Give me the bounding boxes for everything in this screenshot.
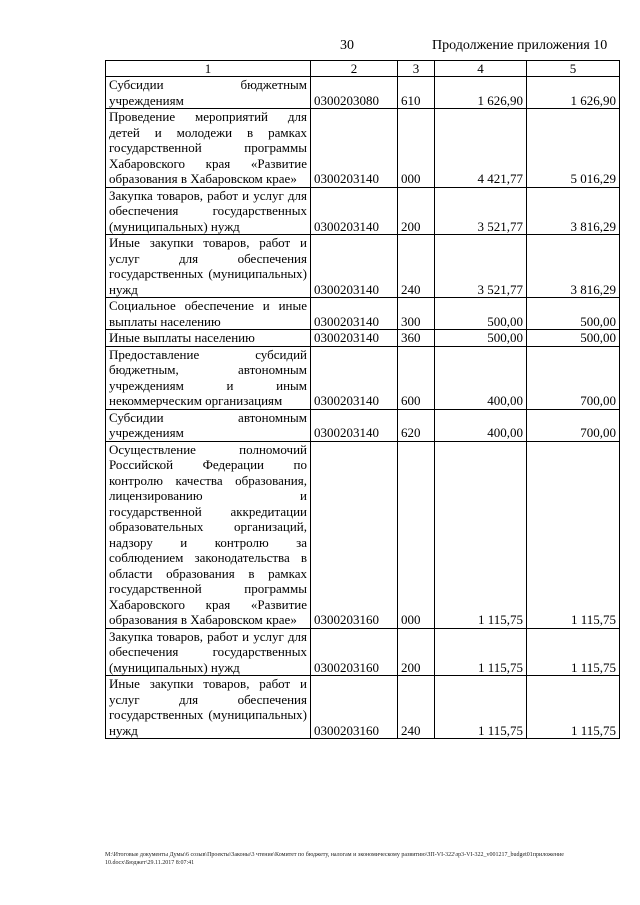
table-row xyxy=(106,409,620,441)
target-code-cell: 0300203140 xyxy=(311,330,398,347)
expense-type-cell: 300 xyxy=(398,298,435,330)
table-row xyxy=(106,346,620,409)
target-code-cell: 0300203080 xyxy=(311,77,398,109)
amount-year1-cell: 500,00 xyxy=(435,330,527,347)
item-name-cell: Социальное обеспечение и иные выплаты населению xyxy=(106,298,311,330)
target-code-cell: 0300203140 xyxy=(311,298,398,330)
amount-year1-cell: 400,00 xyxy=(435,346,527,409)
target-code-cell: 0300203140 xyxy=(311,109,398,188)
amount-year1-cell: 400,00 xyxy=(435,409,527,441)
header-row xyxy=(106,61,620,77)
table-row xyxy=(106,676,620,739)
page-number: 30 xyxy=(340,38,354,53)
table-row xyxy=(106,628,620,676)
amount-year2-cell: 5 016,29 xyxy=(527,109,620,188)
amount-year2-cell: 1 115,75 xyxy=(527,676,620,739)
table-body xyxy=(106,77,620,739)
target-code-cell: 0300203140 xyxy=(311,409,398,441)
expense-type-cell: 610 xyxy=(398,77,435,109)
target-code-cell: 0300203160 xyxy=(311,676,398,739)
amount-year2-cell: 1 115,75 xyxy=(527,628,620,676)
amount-year1-cell: 1 115,75 xyxy=(435,628,527,676)
appendix-continuation-label: Продолжение приложения 10 xyxy=(432,38,608,53)
expense-type-cell: 600 xyxy=(398,346,435,409)
target-code-cell: 0300203140 xyxy=(311,235,398,298)
amount-year2-cell: 500,00 xyxy=(527,330,620,347)
amount-year2-cell: 700,00 xyxy=(527,346,620,409)
item-name-cell: Закупка товаров, работ и услуг для обеспечения государственных (муниципальных) нужд xyxy=(106,187,311,235)
table-row xyxy=(106,187,620,235)
item-name-cell: Предоставление субсидий бюджетным, автономным учреждениям и иным некоммерческим организациям xyxy=(106,346,311,409)
item-name-cell: Иные закупки товаров, работ и услуг для обеспечения государственных (муниципальных) нужд xyxy=(106,235,311,298)
amount-year2-cell: 700,00 xyxy=(527,409,620,441)
expense-type-cell: 200 xyxy=(398,187,435,235)
amount-year1-cell: 1 626,90 xyxy=(435,77,527,109)
file-path-footer: M:\Итоговые документы Думы\6 созыв\Проекты\Законы\3 чтение\Комитет по бюджету, налогам и экономическому развитию\ЗП-VI-322\зр3-VI-322_v001217_budget01приложение 10.docx\Бюджет\29.11.2017 8:07:41 xyxy=(105,852,564,866)
item-name-cell: Иные закупки товаров, работ и услуг для обеспечения государственных (муниципальных) нужд xyxy=(106,676,311,739)
column-header-3: 3 xyxy=(398,61,435,77)
table-row xyxy=(106,330,620,347)
amount-year2-cell: 1 626,90 xyxy=(527,77,620,109)
amount-year2-cell: 3 816,29 xyxy=(527,235,620,298)
table-row xyxy=(106,77,620,109)
table-row xyxy=(106,298,620,330)
expense-type-cell: 360 xyxy=(398,330,435,347)
table-row xyxy=(106,109,620,188)
expense-type-cell: 240 xyxy=(398,676,435,739)
amount-year1-cell: 3 521,77 xyxy=(435,187,527,235)
budget-table xyxy=(105,60,620,739)
column-header-4: 4 xyxy=(435,61,527,77)
item-name-cell: Субсидии автономным учреждениям xyxy=(106,409,311,441)
amount-year1-cell: 1 115,75 xyxy=(435,676,527,739)
item-name-cell: Субсидии бюджетным учреждениям xyxy=(106,77,311,109)
column-header-5: 5 xyxy=(527,61,620,77)
amount-year2-cell: 500,00 xyxy=(527,298,620,330)
table-row xyxy=(106,441,620,628)
item-name-cell: Проведение мероприятий для детей и молодежи в рамках государственной программы Хабаровского края «Развитие образования в Хабаровском крае» xyxy=(106,109,311,188)
target-code-cell: 0300203160 xyxy=(311,441,398,628)
amount-year2-cell: 1 115,75 xyxy=(527,441,620,628)
amount-year1-cell: 3 521,77 xyxy=(435,235,527,298)
column-header-1: 1 xyxy=(106,61,311,77)
table-row xyxy=(106,235,620,298)
table-header xyxy=(106,61,620,77)
amount-year2-cell: 3 816,29 xyxy=(527,187,620,235)
amount-year1-cell: 500,00 xyxy=(435,298,527,330)
expense-type-cell: 620 xyxy=(398,409,435,441)
target-code-cell: 0300203140 xyxy=(311,346,398,409)
expense-type-cell: 000 xyxy=(398,109,435,188)
column-header-2: 2 xyxy=(311,61,398,77)
amount-year1-cell: 1 115,75 xyxy=(435,441,527,628)
target-code-cell: 0300203140 xyxy=(311,187,398,235)
expense-type-cell: 200 xyxy=(398,628,435,676)
expense-type-cell: 000 xyxy=(398,441,435,628)
amount-year1-cell: 4 421,77 xyxy=(435,109,527,188)
item-name-cell: Осуществление полномочий Российской Федерации по контролю качества образования, лицензированию и государственной аккредитации образовательных организаций, надзору и контролю за соблюдением законодательства в области образования в рамках государственной программы Хабаровского края «Развитие образования в Хабаровском крае» xyxy=(106,441,311,628)
item-name-cell: Иные выплаты населению xyxy=(106,330,311,347)
item-name-cell: Закупка товаров, работ и услуг для обеспечения государственных (муниципальных) нужд xyxy=(106,628,311,676)
target-code-cell: 0300203160 xyxy=(311,628,398,676)
expense-type-cell: 240 xyxy=(398,235,435,298)
